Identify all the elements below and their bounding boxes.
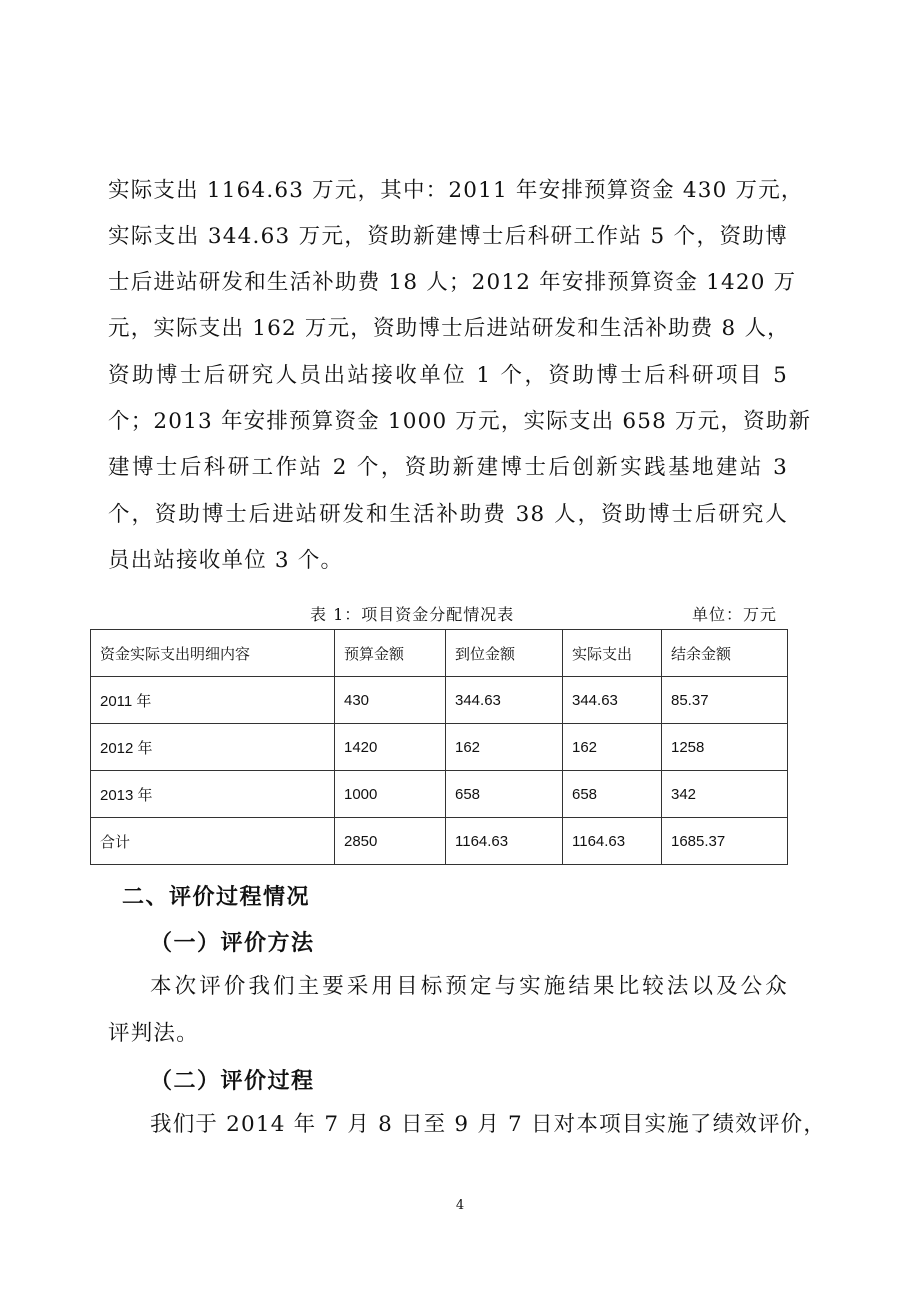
table-cell: 162 [446, 724, 563, 771]
table-cell: 1420 [335, 724, 446, 771]
paragraph-line: 评判法。 [108, 1021, 199, 1046]
paragraph-line: 我们于 2014 年 7 月 8 日至 9 月 7 日对本项目实施了绩效评价， [150, 1112, 827, 1137]
header-cell: 资金实际支出明细内容 [91, 630, 335, 677]
table-cell: 430 [335, 677, 446, 724]
table-total-row [91, 818, 788, 865]
table-cell: 1258 [662, 724, 788, 771]
table-caption: 表 1：项目资金分配情况表 [310, 605, 515, 624]
paragraph-line: 元，实际支出 162 万元，资助博士后进站研发和生活补助费 8 人， [108, 316, 790, 341]
paragraph-line: 资助博士后研究人员出站接收单位 1 个，资助博士后科研项目 5 [108, 363, 788, 388]
table-cell: 1685.37 [662, 818, 788, 865]
header-cell: 结余金额 [662, 630, 788, 677]
table-unit: 单位：万元 [692, 605, 778, 624]
header-cell: 预算金额 [335, 630, 446, 677]
table-cell: 2011 年 [91, 677, 335, 724]
fund-allocation-table [90, 629, 788, 865]
table-row [91, 771, 788, 818]
table-header-row [91, 630, 788, 677]
section-heading: 二、评价过程情况 [122, 885, 311, 910]
paragraph-line: 个，资助博士后进站研发和生活补助费 38 人，资助博士后研究人 [108, 502, 788, 527]
paragraph-line: 实际支出 1164.63 万元，其中：2011 年安排预算资金 430 万元， [108, 178, 804, 203]
table-cell: 344.63 [563, 677, 662, 724]
table-cell: 2850 [335, 818, 446, 865]
header-cell: 实际支出 [563, 630, 662, 677]
table-cell: 85.37 [662, 677, 788, 724]
table-cell: 658 [446, 771, 563, 818]
table-cell: 162 [563, 724, 662, 771]
paragraph-line: 本次评价我们主要采用目标预定与实施结果比较法以及公众 [150, 974, 788, 999]
table-cell: 2012 年 [91, 724, 335, 771]
table-cell: 342 [662, 771, 788, 818]
paragraph-line: 士后进站研发和生活补助费 18 人；2012 年安排预算资金 1420 万 [108, 270, 797, 295]
table-cell: 658 [563, 771, 662, 818]
table-cell: 2013 年 [91, 771, 335, 818]
paragraph-line: 实际支出 344.63 万元，资助新建博士后科研工作站 5 个，资助博 [108, 224, 788, 249]
paragraph-line: 个；2013 年安排预算资金 1000 万元，实际支出 658 万元，资助新 [108, 409, 812, 434]
subsection-heading: （二）评价过程 [150, 1069, 315, 1094]
subsection-heading: （一）评价方法 [150, 931, 315, 956]
table-cell: 1164.63 [446, 818, 563, 865]
table-cell: 1000 [335, 771, 446, 818]
table-cell: 344.63 [446, 677, 563, 724]
table-row [91, 724, 788, 771]
table-cell: 1164.63 [563, 818, 662, 865]
table-cell: 合计 [91, 818, 335, 865]
page-number: 4 [455, 1198, 465, 1213]
paragraph-line: 建博士后科研工作站 2 个，资助新建博士后创新实践基地建站 3 [108, 455, 788, 480]
header-cell: 到位金额 [446, 630, 563, 677]
table-row [91, 677, 788, 724]
paragraph-line: 员出站接收单位 3 个。 [108, 548, 344, 573]
